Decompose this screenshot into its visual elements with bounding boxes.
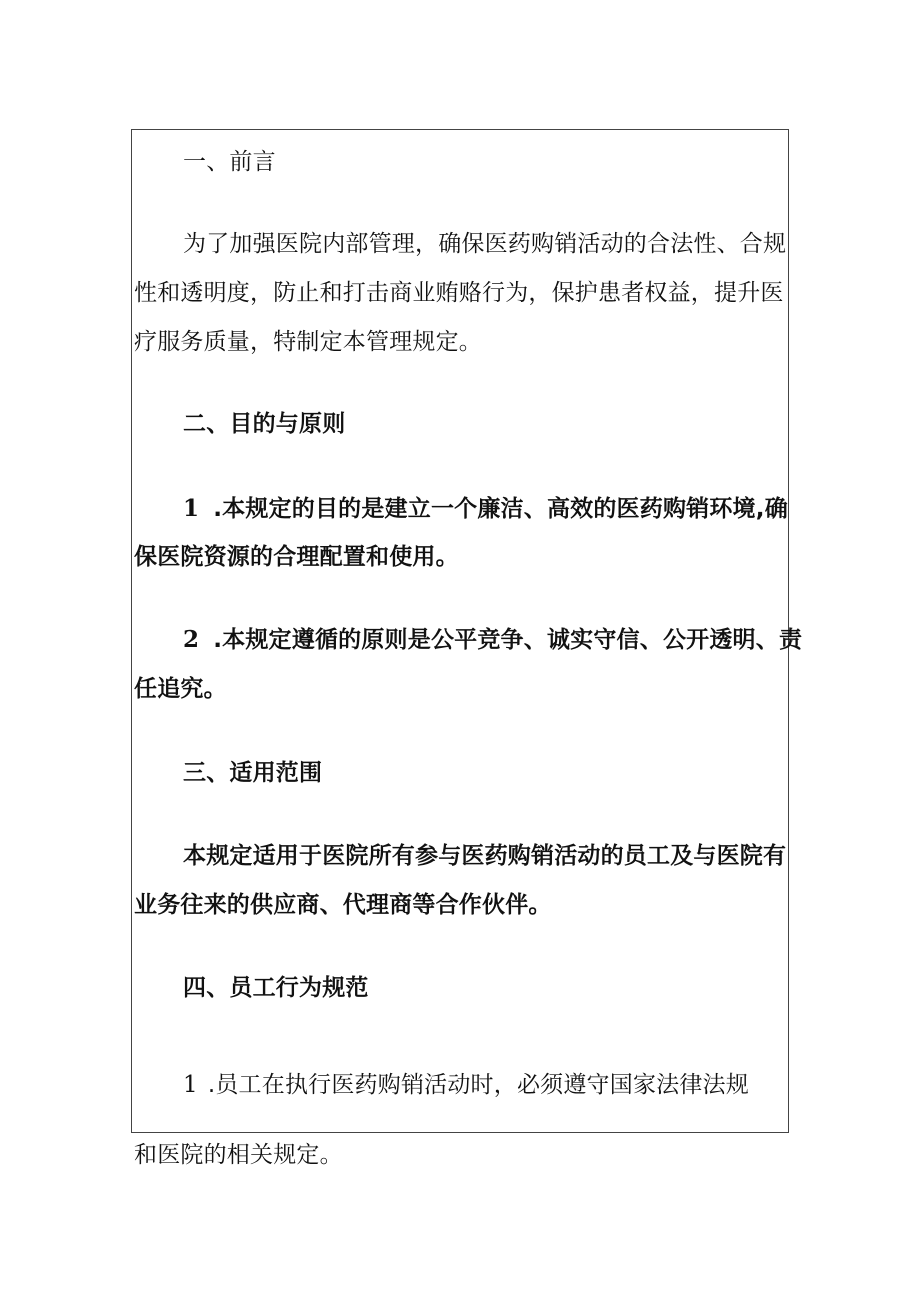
section-4-item-1-line-1 xyxy=(183,1071,843,1099)
section-3-heading: 三、适用范围 xyxy=(183,760,323,786)
section-2-item-1-line-1 xyxy=(183,495,843,523)
item-text: .员工在执行医药购销活动时，必须遵守国家法律法规 xyxy=(207,1072,749,1098)
section-2-item-2-line-2: 任追究。 xyxy=(134,676,227,702)
section-1-line-1: 为了加强医院内部管理，确保医药购销活动的合法性、合规 xyxy=(183,231,787,257)
section-1-line-2: 性和透明度，防止和打击商业贿赂行为，保护患者权益，提升医 xyxy=(134,280,784,306)
section-3-line-2: 业务往来的供应商、代理商等合作伙伴。 xyxy=(134,892,552,918)
section-1-line-3: 疗服务质量，特制定本管理规定。 xyxy=(134,329,482,355)
section-2-heading: 二、目的与原则 xyxy=(183,411,346,437)
section-2-item-1-line-2: 保医院资源的合理配置和使用。 xyxy=(134,544,459,570)
item-text: .本规定的目的是建立一个廉洁、高效的医药购销环境,确 xyxy=(213,496,788,522)
section-1-heading: 一、前言 xyxy=(183,149,276,175)
section-4-heading: 四、员工行为规范 xyxy=(183,975,369,1001)
section-4-item-1-line-2: 和医院的相关规定。 xyxy=(134,1142,343,1168)
item-number: 2 xyxy=(183,626,200,653)
section-2-item-2-line-1 xyxy=(183,626,843,654)
section-3-line-1: 本规定适用于医院所有参与医药购销活动的员工及与医院有 xyxy=(183,843,787,869)
item-number: 1 xyxy=(183,495,200,522)
item-text: .本规定遵循的原则是公平竞争、诚实守信、公开透明、责 xyxy=(213,627,803,653)
item-number: 1 xyxy=(183,1072,198,1098)
